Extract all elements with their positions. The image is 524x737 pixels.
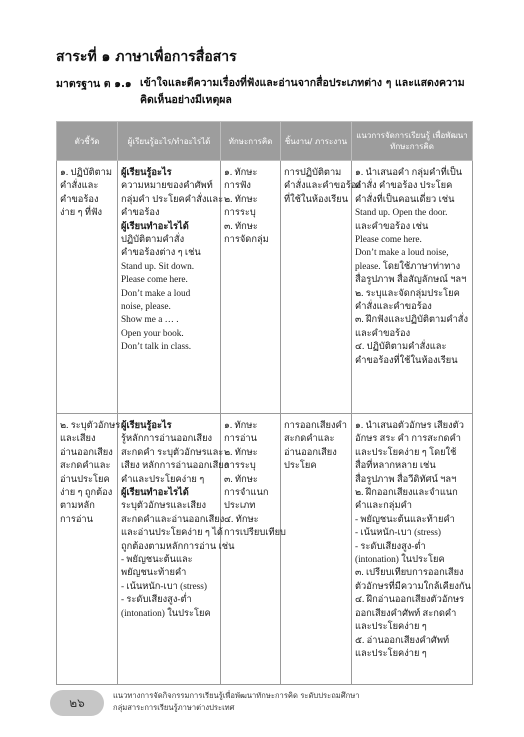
cell-line: ประโยค: [284, 461, 317, 472]
cell-line: ตัวอักษรที่มีความใกล้เคียงกัน: [355, 581, 471, 592]
cell-line: คำสั่งและคำขอร้อง: [284, 181, 361, 192]
cell-line: การระบุ: [224, 461, 256, 472]
cell-line: Please come here.: [121, 275, 188, 286]
cell-line: ผู้เรียนรู้อะไร: [121, 168, 172, 178]
cell-line: ๒. ระบุและจัดกลุ่มประโยค: [355, 288, 460, 299]
page-number: ๒๖: [50, 690, 104, 716]
table-header-row: [57, 122, 473, 161]
task-cell: [281, 414, 352, 685]
cell-line: ๓. เปรียบเทียบการออกเสียง: [355, 568, 464, 579]
guidance-cell: [352, 161, 473, 414]
cell-line: คำสั่งและคำขอร้อง: [355, 302, 432, 313]
cell-line: (intonation) ในประโยค: [355, 555, 445, 566]
table-row: [57, 161, 473, 414]
cell-line: อ่านประโยค: [60, 474, 110, 485]
indicator-cell: [57, 414, 121, 685]
cell-line: การอ่าน: [60, 514, 94, 525]
cell-line: อ่านออกเสียง: [60, 447, 113, 458]
cell-line: สะกดคำและ: [284, 434, 335, 445]
header-thinking-skill: ทักษะการคิด: [221, 122, 281, 161]
cell-line: คำขอร้องต่าง ๆ เช่น: [121, 248, 201, 259]
cell-line: เสียง หลักการอ่านออกเสียง: [121, 461, 229, 472]
cell-line: - เน้นหนัก-เบา (stress): [355, 528, 441, 539]
cell-line: Don’t make a loud noise,: [355, 248, 449, 259]
cell-line: รู้หลักการอ่านออกเสียง: [121, 434, 213, 445]
curriculum-table: [56, 121, 473, 685]
cell-line: ๒. ทักษะ: [224, 194, 258, 205]
cell-line: สะกดคำ ระบุตัวอักษรและ: [121, 447, 224, 458]
cell-line: ตามหลัก: [60, 501, 95, 512]
cell-line: ประเภท: [224, 501, 256, 512]
cell-line: การจำแนก: [224, 488, 269, 499]
cell-line: Please come here.: [355, 235, 422, 246]
cell-line: อักษร สระ คำ การสะกดคำ: [355, 434, 462, 445]
cell-line: ง่าย ๆ ถูกต้อง: [60, 488, 113, 499]
cell-line: การจัดกลุ่ม: [224, 235, 269, 246]
cell-line: การอ่าน: [224, 434, 258, 445]
cell-line: สะกดคำและ: [60, 461, 111, 472]
cell-line: ๕. อ่านออกเสียงคำศัพท์: [355, 635, 450, 646]
cell-line: ถูกต้องตามหลักการอ่าน เช่น: [121, 541, 235, 552]
header-indicator: ตัวชี้วัด: [57, 122, 118, 161]
cell-line: ๑. ทักษะ: [224, 421, 258, 431]
thinking-skill-cell: [221, 161, 281, 414]
cell-line: ๓. ทักษะ: [224, 221, 258, 232]
cell-line: - เน้นหนัก-เบา (stress): [121, 581, 207, 592]
cell-line: please. โดยใช้ภาษาท่าทาง: [355, 261, 461, 272]
header-guidance: แนวการจัดการเรียนรู้ เพื่อพัฒนาทักษะการคิด: [352, 122, 473, 161]
cell-line: - พยัญชนะต้นและท้ายคำ: [355, 514, 455, 525]
cell-line: ๓. ทักษะ: [224, 474, 258, 485]
cell-line: - ระดับเสียงสูง-ต่ำ: [121, 595, 192, 606]
cell-line: การระบุ: [224, 208, 256, 219]
cell-line: ๑. ทักษะ: [224, 168, 258, 178]
cell-line: ระบุตัวอักษรและเสียง: [121, 501, 207, 512]
cell-line: และประโยคง่าย ๆ โดยใช้: [355, 447, 457, 458]
cell-line: กลุ่มคำ ประโยคคำสั่งและ: [121, 194, 224, 205]
table-row: [57, 414, 473, 685]
cell-line: Don’t make a loud: [121, 288, 191, 299]
footer-line-2: กลุ่มสาระการเรียนรู้ภาษาต่างประเทศ: [113, 703, 235, 712]
cell-line: และอ่านประโยคง่าย ๆ ได้: [121, 528, 223, 539]
indicator-cell: [57, 161, 118, 414]
cell-line: ๑. นำเสนอคำ กลุ่มคำที่เป็น: [355, 168, 463, 178]
cell-line: ๔. ทักษะ: [224, 514, 259, 525]
cell-line: คำสั่ง คำขอร้อง ประโยค: [355, 181, 453, 192]
section-heading: สาระที่ ๑ ภาษาเพื่อการสื่อสาร: [56, 49, 237, 65]
cell-line: Don’t talk in class.: [121, 342, 192, 353]
cell-line: - ระดับเสียงสูง-ต่ำ: [355, 541, 426, 552]
cell-line: อ่านออกเสียง: [284, 447, 337, 458]
cell-line: การปฏิบัติตาม: [284, 168, 342, 178]
standard-text: เข้าใจและตีความเรื่องที่ฟังและอ่านจากสื่อประเภทต่าง ๆ และแสดงความคิดเห็นอย่างมีเหตุผล: [140, 77, 465, 106]
cell-line: ผู้เรียนทำอะไรได้: [121, 221, 189, 232]
learning-cell: [118, 414, 235, 685]
cell-line: พยัญชนะท้ายคำ: [121, 568, 187, 579]
cell-line: คำสั่งที่เป็นคอนเดี่ยว เช่น: [355, 194, 455, 205]
cell-line: Show me a … .: [121, 315, 179, 326]
cell-line: ๒. ฝึกออกเสียงและจำแนก: [355, 488, 458, 499]
cell-line: คำและกลุ่มคำ: [355, 501, 413, 512]
cell-line: คำและประโยคง่าย ๆ: [121, 474, 205, 485]
cell-line: Stand up. Sit down.: [121, 261, 195, 272]
cell-line: และประโยคง่าย ๆ: [355, 648, 427, 659]
cell-line: การออกเสียงคำ: [284, 421, 347, 431]
cell-line: ปฏิบัติตามคำสั่ง: [121, 235, 185, 246]
cell-line: ๑. นำเสนอตัวอักษร เสียงตัว: [355, 421, 464, 431]
cell-line: ง่าย ๆ ที่ฟัง: [60, 208, 103, 219]
cell-line: และคำขอร้อง: [355, 328, 411, 339]
cell-line: คำขอร้อง: [121, 208, 160, 219]
cell-line: และประโยคง่าย ๆ: [355, 622, 427, 633]
cell-line: คำขอร้อง: [60, 194, 99, 205]
footer-line-1: แนวทางการจัดกิจกรรมการเรียนรู้เพื่อพัฒนาทักษะการคิด ระดับประถมศึกษา: [113, 691, 360, 700]
cell-line: สื่อรูปภาพ สื่อสัญลักษณ์ ฯลฯ: [355, 275, 467, 286]
cell-line: สื่อที่หลากหลาย เช่น: [355, 461, 436, 472]
cell-line: คำขอร้องที่ใช้ในห้องเรียน: [355, 355, 458, 366]
task-cell: [281, 161, 361, 414]
cell-line: ๒. ระบุตัวอักษร: [60, 421, 121, 431]
cell-line: ๔. ปฏิบัติตามคำสั่งและ: [355, 342, 447, 353]
cell-line: สื่อรูปภาพ สื่อวีดิทัศน์ ฯลฯ: [355, 474, 457, 485]
guidance-cell: [352, 414, 473, 685]
cell-line: และเสียง: [60, 434, 96, 445]
learning-cell: [118, 161, 224, 414]
cell-line: ผู้เรียนทำอะไรได้: [121, 488, 189, 499]
cell-line: Stand up. Open the door.: [355, 208, 448, 219]
cell-line: คำสั่งและ: [60, 181, 99, 192]
cell-line: ออกเสียงคำศัพท์ สะกดคำ: [355, 608, 457, 619]
cell-line: สะกดคำและอ่านออกเสียง: [121, 514, 225, 525]
standard-code: มาตรฐาน ต ๑.๑: [56, 78, 132, 90]
cell-line: การเปรียบเทียบ: [224, 528, 286, 539]
cell-line: ผู้เรียนรู้อะไร: [121, 421, 172, 431]
header-task: ชิ้นงาน/ ภาระงาน: [281, 122, 352, 161]
cell-line: - พยัญชนะต้นและ: [121, 555, 193, 566]
footer-text: [113, 690, 360, 714]
cell-line: ๑. ปฏิบัติตาม: [60, 168, 113, 178]
cell-line: ๒. ทักษะ: [224, 447, 258, 458]
cell-line: (intonation) ในประโยค: [121, 608, 211, 619]
cell-line: ความหมายของคำศัพท์: [121, 181, 213, 192]
cell-line: ที่ใช้ในห้องเรียน: [284, 194, 349, 205]
header-learning: ผู้เรียนรู้อะไร/ทำอะไรได้: [118, 122, 221, 161]
cell-line: การฟัง: [224, 181, 251, 192]
cell-line: noise, please.: [121, 302, 171, 313]
cell-line: ๔. ฝึกอ่านออกเสียงตัวอักษร: [355, 595, 465, 606]
cell-line: ๓. ฝึกฟังและปฏิบัติตามคำสั่ง: [355, 315, 469, 326]
cell-line: และคำขอร้อง เช่น: [355, 221, 429, 232]
cell-line: Open your book.: [121, 328, 184, 339]
